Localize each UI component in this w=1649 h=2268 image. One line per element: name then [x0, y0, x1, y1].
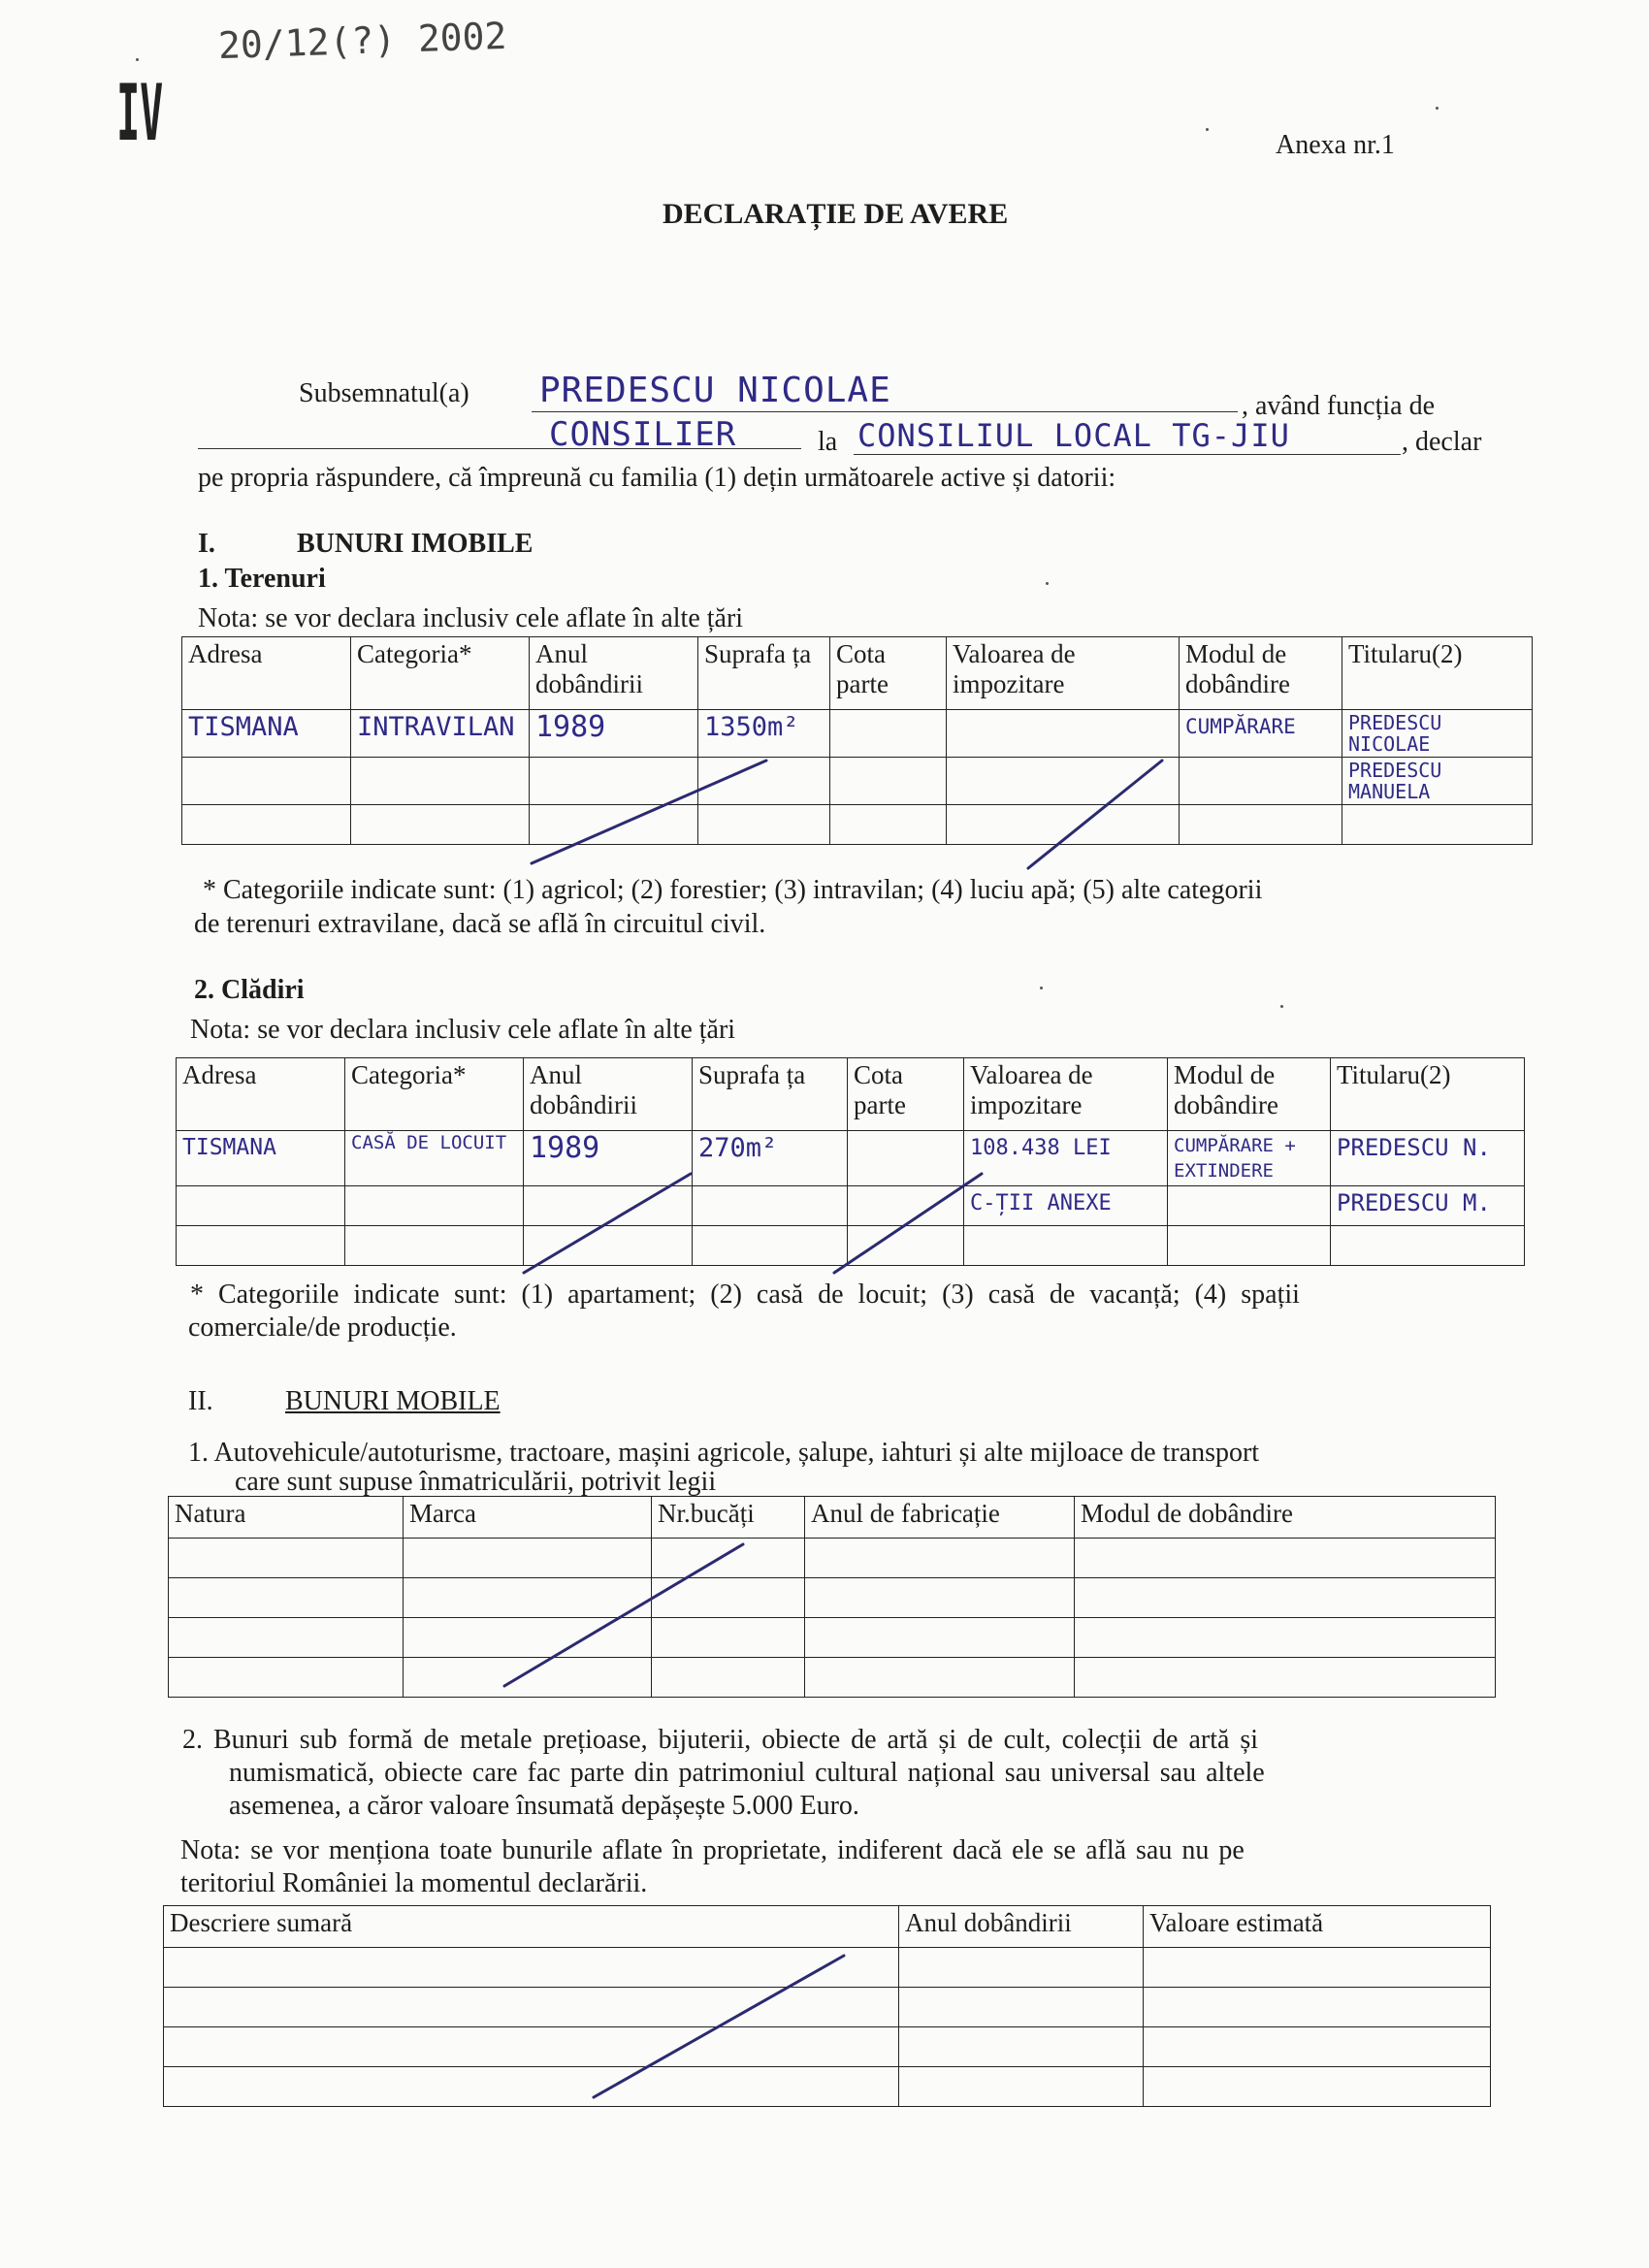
- page-title: DECLARAȚIE DE AVERE: [663, 198, 1009, 230]
- subsemnatul-label: Subsemnatul(a): [299, 378, 469, 408]
- la-label: la: [818, 427, 838, 457]
- cell-titular: PREDESCU M.: [1331, 1186, 1525, 1226]
- valuables-table: [163, 1905, 1491, 2107]
- annex-label: Anexa nr.1: [1276, 130, 1395, 160]
- col-modul: Modul de dobândire: [1180, 637, 1342, 710]
- item2-note2: teritoriul României la momentul declarării.: [180, 1868, 648, 1898]
- terenuri-heading: 1. Terenuri: [198, 564, 326, 594]
- table-row: [177, 1226, 1525, 1266]
- col-modul: Modul de dobândire: [1075, 1497, 1496, 1539]
- section1-roman: I.: [198, 529, 215, 559]
- cell-categoria: CASĂ DE LOCUIT: [345, 1131, 524, 1186]
- col-anul: Anul dobândirii: [530, 637, 698, 710]
- cell-cota: [830, 710, 947, 758]
- cell-titular: PREDESCU N.: [1331, 1131, 1525, 1186]
- cell-adresa: TISMANA: [177, 1131, 345, 1186]
- col-marca: Marca: [404, 1497, 652, 1539]
- cladiri-heading: 2. Clădiri: [194, 975, 305, 1005]
- table-row: [164, 2067, 1491, 2107]
- section1-title: BUNURI IMOBILE: [297, 529, 534, 559]
- declarant-name: PREDESCU NICOLAE: [539, 371, 891, 410]
- cell-valoarea: 108.438 LEI: [964, 1131, 1168, 1186]
- cell-adresa: TISMANA: [182, 710, 351, 758]
- col-anul-fabricatie: Anul de fabricație: [805, 1497, 1075, 1539]
- cell-anul: 1989: [524, 1131, 693, 1186]
- col-categoria: Categoria*: [345, 1058, 524, 1131]
- table-row: [182, 758, 1533, 805]
- intro-line3: pe propria răspundere, că împreună cu familia (1) dețin următoarele active și datorii:: [198, 463, 1116, 493]
- cladiri-note: Nota: se vor declara inclusiv cele aflate în alte țări: [190, 1015, 736, 1045]
- section2-roman: II.: [188, 1386, 213, 1416]
- table-row: [164, 1948, 1491, 1988]
- terenuri-footnote-1: * Categoriile indicate sunt: (1) agricol; (2) forestier; (3) intravilan; (4) luciu apă; (5) alte categorii: [203, 875, 1263, 905]
- terenuri-table: [181, 636, 1533, 845]
- cell-titular: PREDESCU NICOLAE: [1342, 710, 1533, 758]
- cell-suprafata: 1350m²: [698, 710, 830, 758]
- institution-value: CONSILIUL LOCAL TG-JIU: [857, 417, 1290, 454]
- cell-suprafata: 270m²: [693, 1131, 848, 1186]
- cell-valoarea: [947, 710, 1180, 758]
- cell-modul: CUMPĂRARE: [1180, 710, 1342, 758]
- col-cota: Cota parte: [848, 1058, 964, 1131]
- vehicles-table: [168, 1496, 1496, 1698]
- side-mark: IV: [116, 68, 164, 158]
- cell-valoarea: C-ȚII ANEXE: [964, 1186, 1168, 1226]
- col-anul: Anul dobândirii: [524, 1058, 693, 1131]
- item2-note1: Nota: se vor menționa toate bunurile aflate în proprietate, indiferent dacă ele se află sau nu pe: [180, 1835, 1245, 1865]
- avand-label: , având funcția de: [1242, 391, 1436, 421]
- col-suprafata: Suprafa ța: [693, 1058, 848, 1131]
- col-suprafata: Suprafa ța: [698, 637, 830, 710]
- cell-modul: CUMPĂRARE + EXTINDERE: [1168, 1131, 1331, 1186]
- col-modul: Modul de dobândire: [1168, 1058, 1331, 1131]
- terenuri-note: Nota: se vor declara inclusiv cele aflate în alte țări: [198, 603, 744, 633]
- cladiri-footnote-1: * Categoriile indicate sunt: (1) apartament; (2) casă de locuit; (3) casă de vacanță; (4) spații: [190, 1280, 1300, 1310]
- table-row: [169, 1539, 1496, 1578]
- table-row: [169, 1618, 1496, 1658]
- cell-cota: [848, 1131, 964, 1186]
- item1-line1: 1. Autovehicule/autoturisme, tractoare, mașini agricole, șalupe, iahturi și alte mijloace de transport: [188, 1438, 1260, 1468]
- cell-anul: 1989: [530, 710, 698, 758]
- table-row: [164, 2027, 1491, 2067]
- handwritten-date: 20/12(?) 2002: [217, 14, 508, 68]
- item2-line1: 2. Bunuri sub formă de metale prețioase, bijuterii, obiecte de artă și de cult, colecții de artă și: [182, 1725, 1259, 1755]
- col-valoare: Valoare estimată: [1144, 1906, 1491, 1948]
- cell-titular: PREDESCU MANUELA: [1342, 758, 1533, 805]
- col-natura: Natura: [169, 1497, 404, 1539]
- col-descriere: Descriere sumară: [164, 1906, 899, 1948]
- col-valoarea: Valoarea de impozitare: [964, 1058, 1168, 1131]
- col-anul-dobandirii: Anul dobândirii: [899, 1906, 1144, 1948]
- table-row: [177, 1131, 1525, 1186]
- table-row: [182, 805, 1533, 845]
- col-categoria: Categoria*: [351, 637, 530, 710]
- col-valoarea: Valoarea de impozitare: [947, 637, 1180, 710]
- terenuri-footnote-2: de terenuri extravilane, dacă se află în circuitul civil.: [194, 909, 766, 939]
- cladiri-footnote-2: comerciale/de producție.: [188, 1312, 457, 1343]
- item2-line3: asemenea, a căror valoare însumată depășește 5.000 Euro.: [229, 1791, 859, 1821]
- item2-line2: numismatică, obiecte care fac parte din patrimoniul cultural național sau universal sau altele: [229, 1758, 1265, 1788]
- cell-categoria: INTRAVILAN: [351, 710, 530, 758]
- col-cota: Cota parte: [830, 637, 947, 710]
- col-titular: Titularu(2): [1331, 1058, 1525, 1131]
- declar-label: , declar: [1402, 427, 1482, 457]
- function-value: CONSILIER: [549, 415, 737, 454]
- table-row: [164, 1988, 1491, 2027]
- col-adresa: Adresa: [177, 1058, 345, 1131]
- cladiri-table: [176, 1057, 1525, 1266]
- col-adresa: Adresa: [182, 637, 351, 710]
- item1-line2: care sunt supuse înmatriculării, potrivit legii: [235, 1467, 717, 1497]
- table-row: [169, 1578, 1496, 1618]
- section2-title: BUNURI MOBILE: [285, 1386, 501, 1416]
- col-nr-bucati: Nr.bucăți: [652, 1497, 805, 1539]
- table-row: [169, 1658, 1496, 1698]
- table-row: [182, 710, 1533, 758]
- table-row: [177, 1186, 1525, 1226]
- col-titular: Titularu(2): [1342, 637, 1533, 710]
